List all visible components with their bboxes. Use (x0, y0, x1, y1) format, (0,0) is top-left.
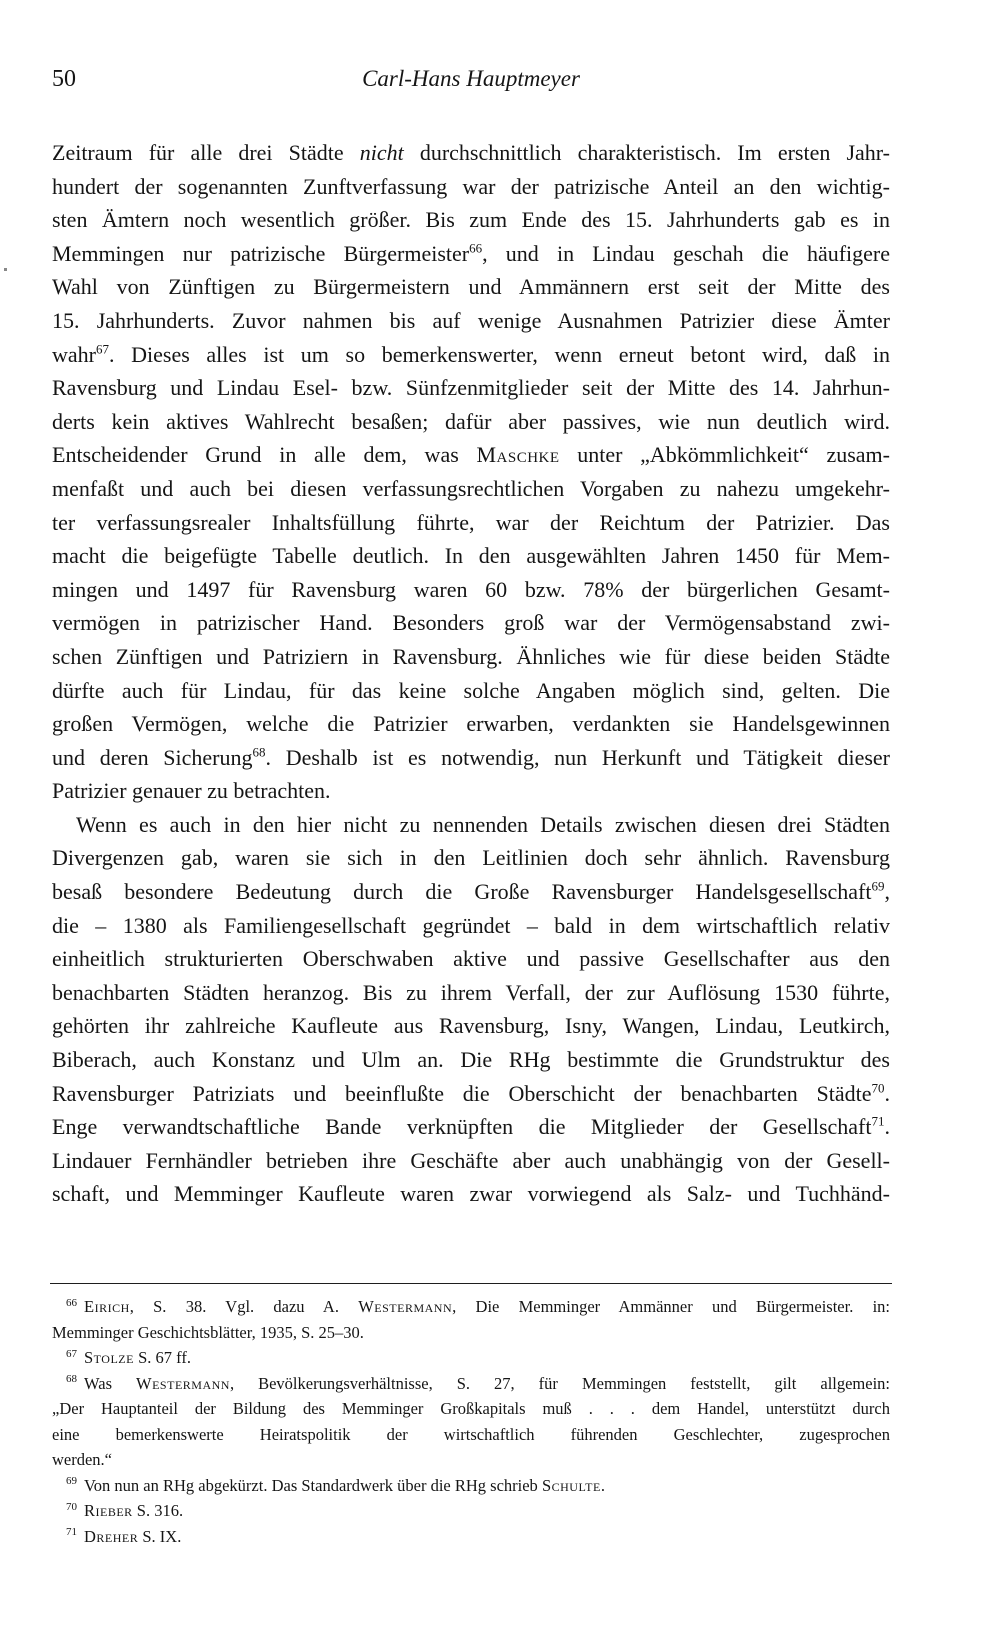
text-line: einheitlich strukturierten Oberschwaben aktive und passive Gesellschafter aus den (52, 946, 890, 972)
text-line: ter verfassungsrealer Inhaltsfüllung führte, war der Reichtum der Patrizier. Das (52, 509, 890, 535)
text-line: Divergenzen gab, waren sie sich in den Leitlinien doch sehr ähnlich. Ravensburg (52, 845, 890, 871)
text-line: Enge verwandtschaftliche Bande verknüpften die Mitglieder der Gesellschaft$^{71}$. (52, 1113, 890, 1140)
text-line: macht die beigefügte Tabelle deutlich. In den ausgewählten Jahren 1450 für Mem- (52, 543, 890, 569)
text-line: vermögen in patrizischer Hand. Besonders groß war der Vermögensabstand zwi- (52, 610, 890, 636)
text-line: Ravensburg und Lindau Esel- bzw. Sünfzenmitglieder seit der Mitte des 14. Jahrhun- (52, 375, 890, 401)
footnote-68-cont: eine bemerkenswerte Heiratspolitik der wirtschaftlich führenden Geschlechter, zugesprochen (52, 1424, 890, 1444)
text-line: besaß besondere Bedeutung durch die Große Ravensburger Handelsgesellschaft$^{69}$, (52, 878, 890, 905)
text-line: Memmingen nur patrizische Bürgermeister$^{66}$, und in Lindau geschah die häufigere (52, 240, 891, 266)
footnote-70: $^{70}$ Rieber S. 316. (66, 1500, 184, 1520)
footnote-ref[interactable]: 67 (95, 341, 109, 357)
text-line: Zeitraum für alle drei Städte nicht durchschnittlich charakteristisch. Im ersten Jahr- (52, 140, 891, 165)
footnote-divider (50, 1283, 892, 1284)
text-line: gehörten ihr zahlreiche Kaufleute aus Ravensburg, Isny, Wangen, Lindau, Leutkirch, (52, 1013, 890, 1039)
footnote-ref[interactable]: 71 (871, 1113, 885, 1129)
footnote-number: 68 (66, 1373, 77, 1385)
text-line: großen Vermögen, welche die Patrizier erwarben, verdankten sie Handelsgewinnen (52, 711, 890, 737)
text-line: Entscheidender Grund in alle dem, was Maschke unter „Abkömmlichkeit“ zusam- (52, 442, 890, 468)
footnote-67: $^{67}$ Stolze S. 67 ff. (66, 1347, 191, 1367)
text-line: mingen und 1497 für Ravensburg waren 60 bzw. 78% der bürgerlichen Gesamt- (52, 576, 890, 602)
text-line: die – 1380 als Familiengesellschaft gegründet – bald in dem wirtschaftlich relativ (52, 912, 890, 938)
text-line: und deren Sicherung$^{68}$. Deshalb ist es notwendig, nun Herkunft und Tätigkeit dieser (52, 744, 891, 770)
text-line: schaft, und Memminger Kaufleute waren zwar vorwiegend als Salz- und Tuchhänd- (52, 1181, 890, 1207)
footnote-ref[interactable]: 68 (252, 744, 266, 760)
text-line: Wahl von Zünftigen zu Bürgermeistern und Ammännern erst seit der Mitte des (52, 274, 890, 300)
author-name: Maschke (476, 442, 560, 468)
footnote-ref[interactable]: 69 (871, 878, 885, 894)
footnote-66-cont: Memminger Geschichtsblätter, 1935, S. 25–30. (52, 1322, 364, 1342)
footnote-71: $^{71}$ Dreher S. IX. (66, 1526, 182, 1546)
text-line: Biberach, auch Konstanz und Ulm an. Die RHg bestimmte die Grundstruktur des (52, 1047, 890, 1073)
page-header (52, 66, 890, 106)
footnote-66: $^{66}$ Eirich, S. 38. Vgl. dazu A. Westermann, Die Memminger Ammänner und Bürgermeister. in: (66, 1296, 890, 1316)
text-line: Lindauer Fernhändler betrieben ihre Geschäfte aber auch unabhängig von der Gesell- (52, 1147, 890, 1173)
text-line: 15. Jahrhunderts. Zuvor nahmen bis auf wenige Ausnahmen Patrizier diese Ämter (52, 307, 890, 333)
footnote-69: $^{69}$ Von nun an RHg abgekürzt. Das Standardwerk über die RHg schrieb Schulte. (66, 1475, 605, 1495)
footnote-number: 71 (66, 1526, 77, 1538)
text-line: dürfte auch für Lindau, für das keine solche Angaben möglich sind, gelten. Die (52, 677, 890, 703)
footnote-number: 69 (66, 1475, 77, 1487)
footnote-number: 67 (66, 1347, 77, 1360)
text-line: benachbarten Städten heranzog. Bis zu ihrem Verfall, der zur Auflösung 1530 führte, (52, 979, 890, 1005)
page-number: 50 (52, 66, 76, 92)
text-line: schen Zünftigen und Patriziern in Ravensburg. Ähnliches wie für diese beiden Städte (52, 643, 890, 669)
paragraph-start: Wenn es auch in den hier nicht zu nennenden Details zwischen diesen drei Städten (76, 811, 890, 837)
footnote-number: 66 (66, 1296, 77, 1309)
footnotes (52, 1294, 890, 1549)
emphasis: nicht (359, 140, 404, 165)
main-text (52, 136, 890, 1211)
footnote-ref[interactable]: 66 (469, 240, 483, 256)
text-line: derts kein aktives Wahlrecht besaßen; dafür aber passives, wie nun deutlich wird. (52, 408, 890, 434)
text-line: hundert der sogenannten Zunftverfassung war der patrizische Anteil an den wichtig- (52, 173, 890, 199)
footnote-number: 70 (66, 1500, 77, 1513)
footnote-68: $^{68}$ Was Westermann, Bevölkerungsverhältnisse, S. 27, für Memmingen feststellt, gilt allgemein: (66, 1373, 891, 1393)
text-line: wahr$^{67}$. Dieses alles ist um so bemerkenswerter, wenn erneut betont wird, daß in (52, 341, 890, 367)
text-line: sten Ämtern noch wesentlich größer. Bis zum Ende des 15. Jahrhunderts gab es in (52, 207, 890, 233)
text-line: Patrizier genauer zu betrachten. (52, 778, 331, 804)
text-line: Ravensburger Patriziats und beeinflußte die Oberschicht der benachbarten Städte$^{70}$. (52, 1080, 890, 1106)
footnote-68-cont: werden.“ (52, 1450, 113, 1469)
footnote-ref[interactable]: 70 (871, 1080, 885, 1096)
text-line: menfaßt und auch bei diesen verfassungsrechtlichen Vorgaben zu nahezu umgekehr- (52, 475, 890, 501)
footnote-68-cont: „Der Hauptanteil der Bildung des Memminger Großkapitals muß . . . dem Handel, unterstützt durch (52, 1399, 890, 1418)
running-title: Carl-Hans Hauptmeyer (362, 66, 580, 91)
scan-artifact (4, 268, 7, 271)
